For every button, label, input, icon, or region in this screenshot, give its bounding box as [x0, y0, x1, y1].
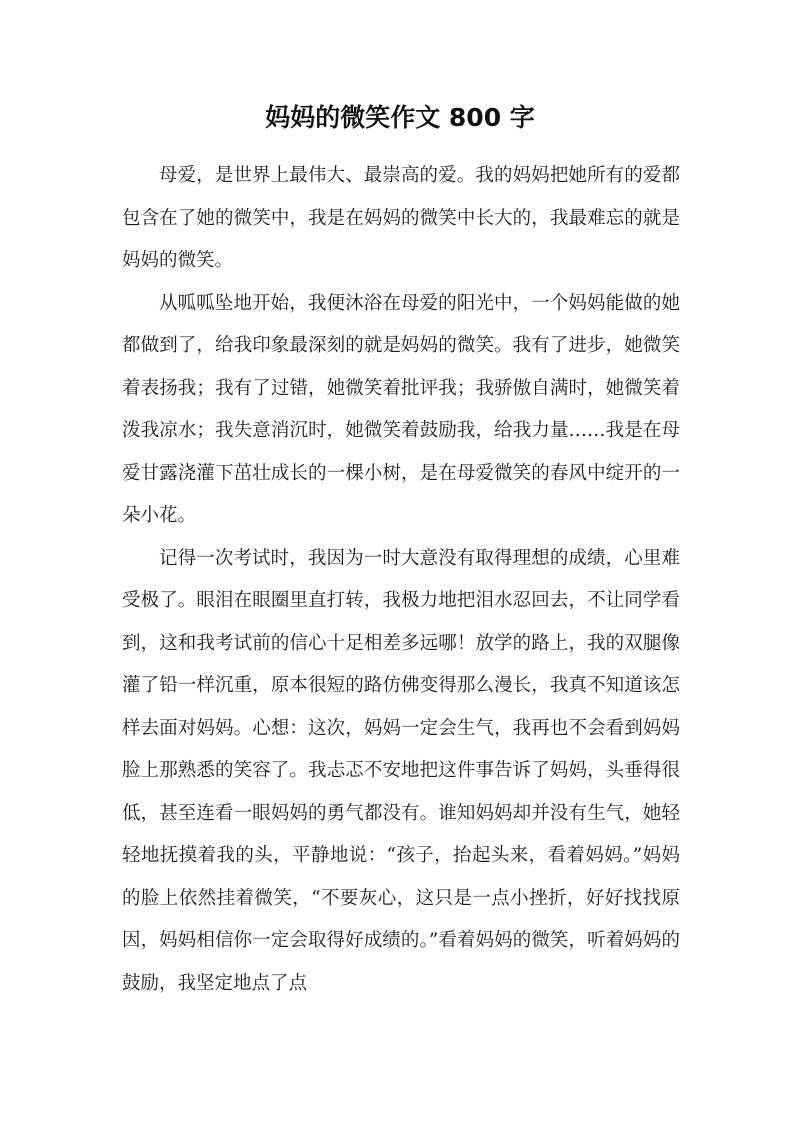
paragraph-3: 记得一次考试时，我因为一时大意没有取得理想的成绩，心里难受极了。眼泪在眼圈里直打转，我极力地把泪水忍回去，不让同学看到，这和我考试前的信心十足相差多远哪！放学的路上，我的双腿像灌了铅一样沉重，原本很短的路仿佛变得那么漫长，我真不知道该怎样去面对妈妈。心想：这次，妈妈一定会生气，我再也不会看到妈妈脸上那熟悉的笑容了。我忐忑不安地把这件事告诉了妈妈，头垂得很低，甚至连看一眼妈妈的勇气都没有。谁知妈妈却并没有生气，她轻轻地抚摸着我的头，平静地说：“孩子，抬起头来，看着妈妈。”妈妈的脸上依然挂着微笑，“不要灰心，这只是一点小挫折，好好找找原因，妈妈相信你一定会取得好成绩的。”看着妈妈的微笑，听着妈妈的鼓励，我坚定地点了点 [122, 547, 680, 994]
paragraph-2: 从呱呱坠地开始，我便沐浴在母爱的阳光中，一个妈妈能做的她都做到了，给我印象最深刻的就是妈妈的微笑。我有了进步，她微笑着表扬我；我有了过错，她微笑着批评我；我骄傲自满时，她微笑着泼我凉水；我失意消沉时，她微笑着鼓励我，给我力量……我是在母爱甘露浇灌下茁壮成长的一棵小树，是在母爱微笑的春风中绽开的一朵小花。 [122, 292, 680, 526]
document-body [122, 155, 680, 1005]
paragraph-1: 母爱，是世界上最伟大、最崇高的爱。我的妈妈把她所有的爱都包含在了她的微笑中，我是在妈妈的微笑中长大的，我最难忘的就是妈妈的微笑。 [122, 165, 680, 271]
document-title: 妈妈的微笑作文 800 字 [265, 103, 535, 132]
